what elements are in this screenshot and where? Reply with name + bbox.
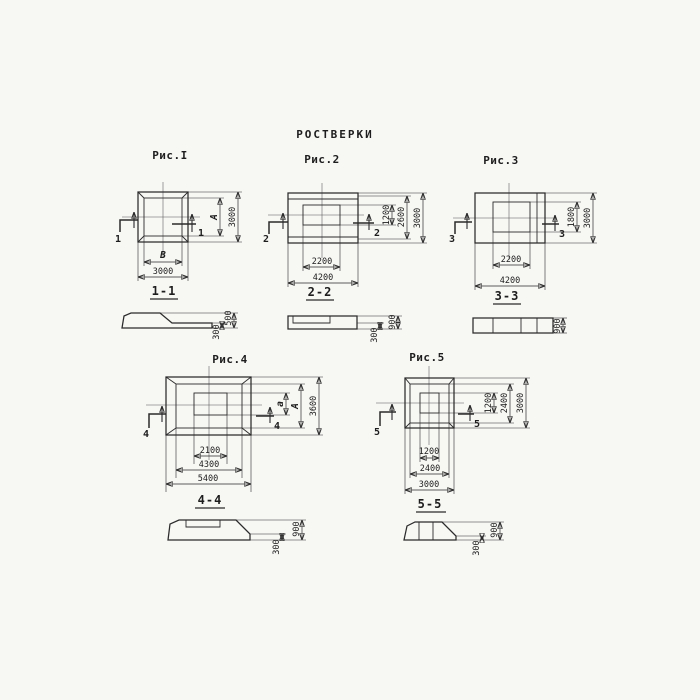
fig2-cut-label-right: 2: [373, 228, 381, 239]
fig1-caption: Рис.I: [152, 149, 188, 162]
fig2-cut-mark-right: [353, 214, 380, 239]
fig1-dim-outer-height: 3000: [228, 206, 238, 228]
fig4-dim-inner-width: 2100: [199, 446, 221, 456]
fig4-dim-outer-width: 5400: [197, 474, 219, 484]
fig3-section-title: 3-3: [494, 289, 520, 303]
fig4-dim-inner-height: а: [275, 401, 286, 407]
fig2-cut-label-left: 2: [262, 234, 270, 245]
figure-1: [108, 146, 250, 346]
fig1-section-dim-total: 500: [224, 310, 234, 326]
fig4-dim-mid-height: А: [290, 403, 301, 409]
figure-4: [138, 352, 350, 564]
fig2-dim-outer-width: 4200: [312, 273, 334, 283]
fig2-dim-mid-height: 2600: [397, 206, 407, 228]
fig2-dim-inner-height: 1200: [382, 204, 392, 226]
fig2-plan-view: [268, 183, 364, 258]
sheet-title: РОСТВЕРКИ: [296, 128, 374, 141]
fig5-dimensions: [405, 378, 530, 494]
fig5-section-view: [404, 522, 504, 556]
fig5-dim-mid-width: 2400: [419, 464, 441, 474]
fig5-cut-mark-right: [458, 405, 480, 430]
fig4-cut-label-left: 4: [142, 429, 150, 440]
figure-2: [258, 150, 433, 345]
fig5-section-dim-total: 900: [490, 522, 500, 538]
fig1-dimensions: [138, 192, 242, 281]
fig5-caption: Рис.5: [409, 351, 445, 364]
fig3-dim-outer-height: 3000: [583, 207, 593, 229]
fig3-section-view: [473, 318, 567, 334]
fig3-dim-inner-width: 2200: [500, 255, 522, 265]
fig4-dim-mid-width: 4300: [198, 460, 220, 470]
fig3-cut-label-right: 3: [558, 229, 566, 240]
fig1-dim-outer-width: 3000: [152, 267, 174, 277]
fig4-section-dim-edge: 300: [272, 539, 282, 555]
fig3-dim-outer-width: 4200: [499, 276, 521, 286]
fig1-cut-label-right: 1: [197, 228, 205, 239]
fig3-dim-inner-height: 1800: [567, 206, 577, 228]
fig5-dim-inner-width: 1200: [418, 447, 440, 457]
fig5-cut-label-right: 5: [473, 419, 481, 430]
fig4-cut-label-right: 4: [273, 421, 281, 432]
fig2-section-title: 2-2: [307, 285, 333, 299]
fig5-cut-mark-left: [374, 404, 396, 438]
fig4-cut-mark-left: [143, 406, 166, 440]
fig4-section-title: 4-4: [197, 493, 223, 507]
fig2-section-dim-total: 900: [388, 314, 398, 330]
fig1-dim-inner-width: В: [160, 250, 166, 261]
fig2-caption: Рис.2: [304, 153, 340, 166]
fig4-caption: Рис.4: [212, 353, 248, 366]
fig3-caption: Рис.3: [483, 154, 519, 167]
fig3-section-dim-total: 900: [553, 318, 563, 334]
fig5-section-dim-edge: 300: [472, 540, 482, 556]
fig1-cut-label-left: 1: [114, 234, 122, 245]
fig5-cut-label-left: 5: [373, 427, 381, 438]
fig2-dim-outer-height: 3000: [413, 207, 423, 229]
fig1-dim-inner-height: А: [209, 214, 220, 220]
fig2-dim-inner-width: 2200: [311, 257, 333, 267]
fig4-section-view: [168, 520, 306, 555]
fig4-dim-outer-height: 3600: [309, 395, 319, 417]
fig1-section-view: [122, 310, 238, 339]
fig4-section-dim-total: 900: [292, 521, 302, 537]
fig5-dim-mid-height: 2400: [500, 392, 510, 414]
fig2-section-dim-edge: 300: [370, 327, 380, 343]
fig2-section-view: [288, 314, 402, 342]
figure-5: [372, 350, 547, 565]
fig5-dim-outer-height: 3000: [516, 392, 526, 414]
fig3-cut-label-left: 3: [448, 234, 456, 245]
fig5-dim-outer-width: 3000: [418, 480, 440, 490]
fig1-section-title: 1-1: [151, 284, 177, 298]
fig5-section-title: 5-5: [417, 497, 443, 511]
fig5-dim-inner-height: 1200: [484, 392, 494, 414]
figure-3: [445, 148, 605, 343]
fig2-cut-mark-left: [263, 213, 288, 245]
fig1-section-dim-edge: 300: [212, 324, 222, 340]
